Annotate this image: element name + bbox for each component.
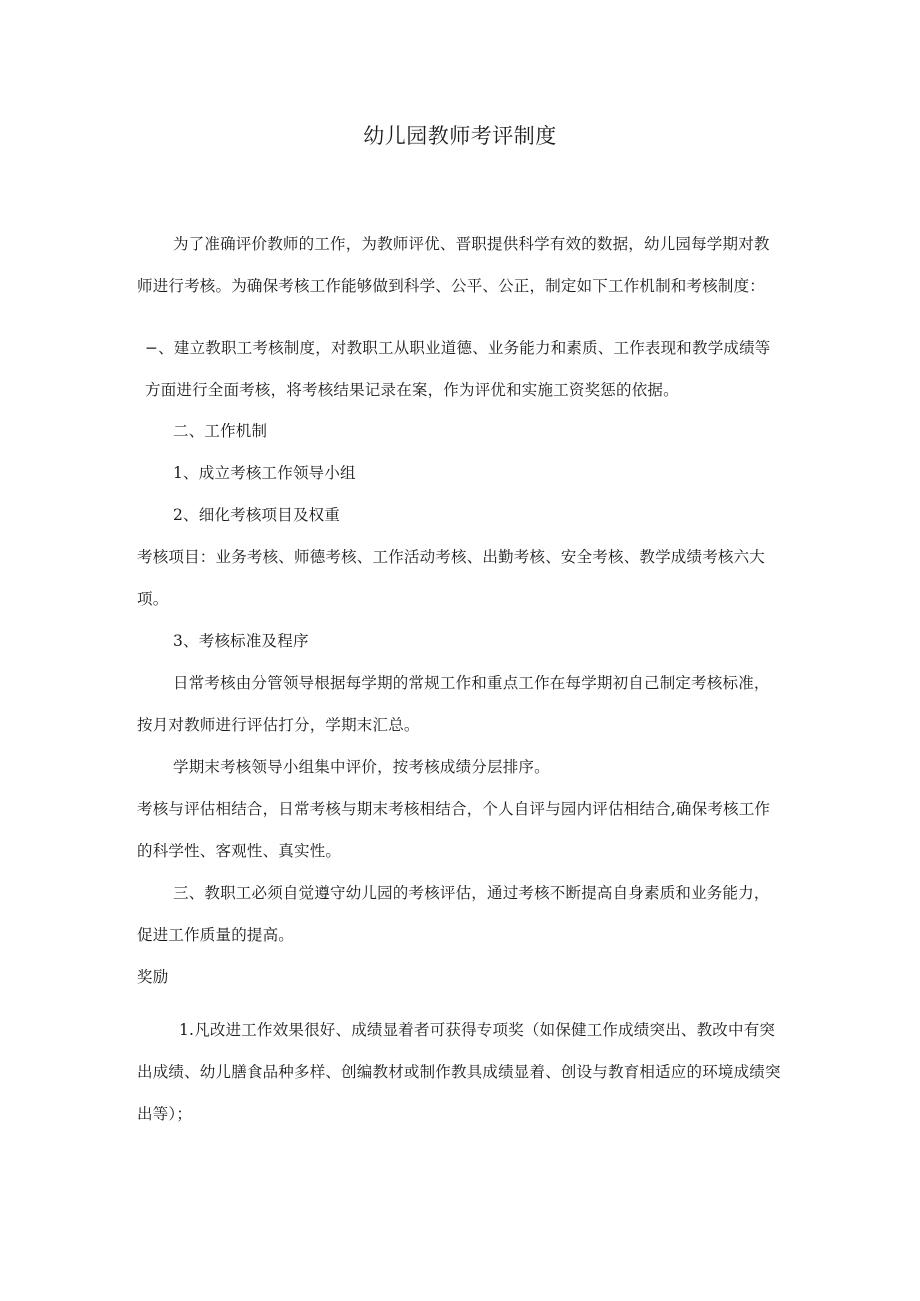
paragraph-section-3: 三、教职工必须自觉遵守幼儿园的考核评估，通过考核不断提高自身素质和业务能力，促进工作质量的提高。 xyxy=(137,884,770,944)
paragraph-daily-assessment: 日常考核由分管领导根据每学期的常规工作和重点工作在每学期初自己制定考核标准，按月对教师进行评估打分，学期末汇总。 xyxy=(137,674,770,734)
heading-rewards: 奖励 xyxy=(137,968,169,986)
paragraph-section-1: −、建立教职工考核制度，对教职工从职业道德、业务能力和素质、工作表现和教学成绩等方面进行全面考核，将考核结果记录在案，作为评优和实施工资奖惩的依据。 xyxy=(145,339,771,399)
paragraph-assessment-items: 考核项目：业务考核、师德考核、工作活动考核、出勤考核、安全考核、教学成绩考核六大项。 xyxy=(137,548,766,608)
paragraph-combination: 考核与评估相结合，日常考核与期末考核相结合，个人自评与园内评估相结合,确保考核工作的科学性、客观性、真实性。 xyxy=(137,800,771,860)
paragraph-intro: 为了准确评价教师的工作，为教师评优、晋职提供科学有效的数据，幼儿园每学期对教师进行考核。为确保考核工作能够做到科学、公平、公正，制定如下工作机制和考核制度： xyxy=(137,235,770,295)
item-refine-items: 2、细化考核项目及权重 xyxy=(173,506,341,524)
paragraph-term-end: 学期末考核领导小组集中评价，按考核成绩分层排序。 xyxy=(173,758,550,776)
item-standards-procedure: 3、考核标准及程序 xyxy=(173,632,309,650)
document-title: 幼儿园教师考评制度 xyxy=(363,124,557,148)
heading-work-mechanism: 二、工作机制 xyxy=(173,422,268,440)
item-leadership-group: 1、成立考核工作领导小组 xyxy=(173,464,356,482)
paragraph-reward-1: 1.凡改进工作效果很好、成绩显着者可获得专项奖（如保健工作成绩突出、教改中有突出成绩、幼儿膳食品种多样、创编教材或制作教具成绩显着、创设与教育相适应的环境成绩突出等）； xyxy=(137,1021,781,1123)
